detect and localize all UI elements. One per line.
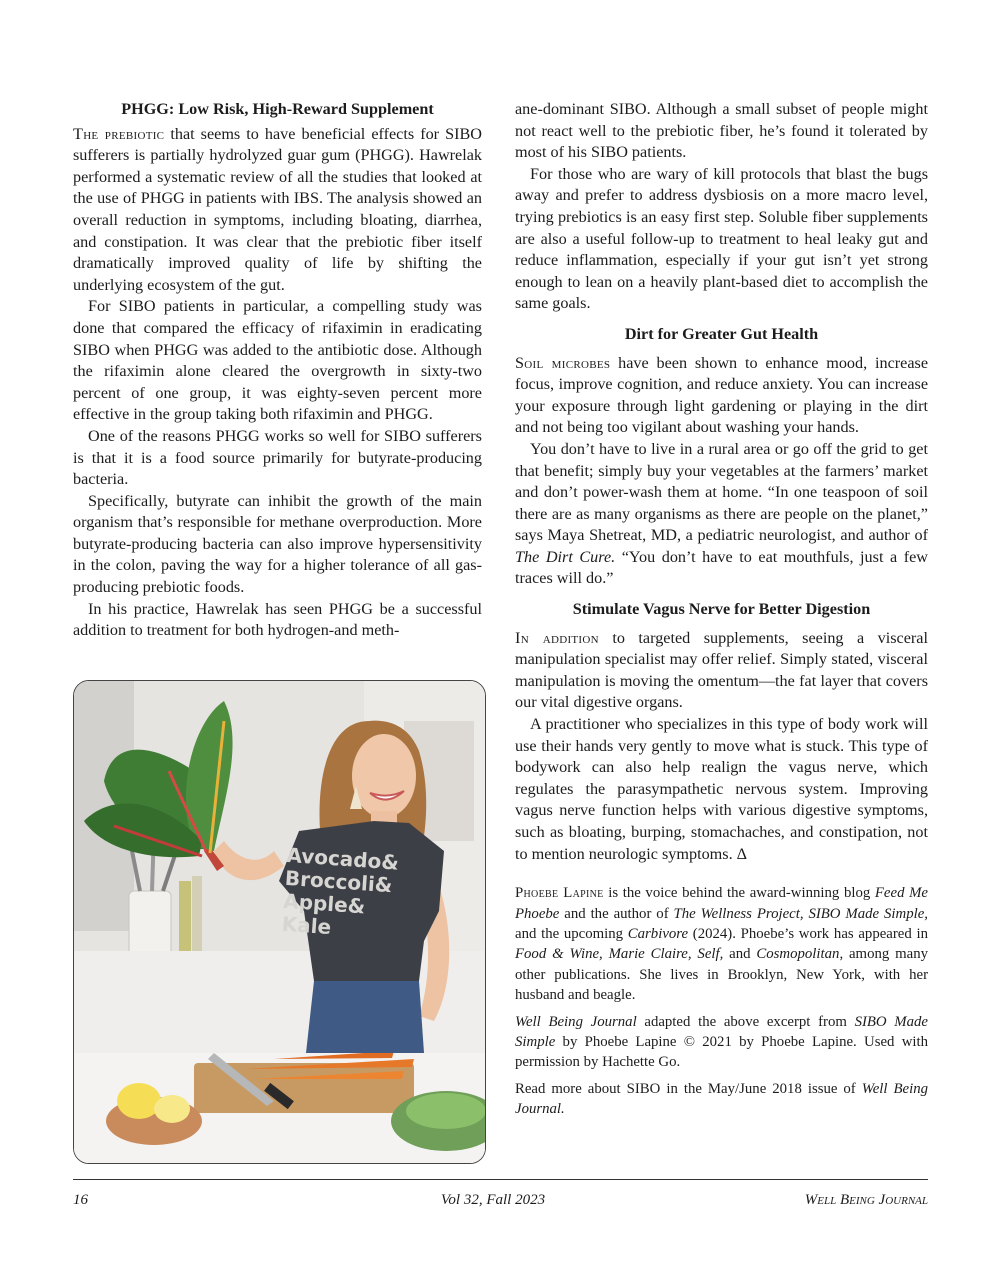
author-bio [515, 883, 928, 1119]
page-number: 16 [73, 1192, 88, 1208]
publication-name: Well Being Journal [804, 1192, 928, 1208]
read-more-paragraph: Read more about SIBO in the May/June 2018 issue of Well Being Journal. [515, 1080, 928, 1118]
paragraph: Specifically, butyrate can inhibit the growth of the main organism that’s responsible for methane overproduction. More butyrate-producing bacteria can also improve hypersensitivity in the colon, paving the way for a higher tolerance of all gas-producing prebiotic foods. [73, 491, 482, 597]
left-column [73, 99, 482, 642]
section-heading-vagus: Stimulate Vagus Nerve for Better Digestion [572, 600, 871, 619]
credit-paragraph: Well Being Journal adapted the above excerpt from SIBO Made Simple by Phoebe Lapine © 2021 by Phoebe Lapine. Used with permission by Hachette Go. [515, 1013, 928, 1071]
paragraph: Soil microbes have been shown to enhance mood, increase focus, improve cognition, and reduce anxiety. You can increase your exposure through light gardening or playing in the dirt and not being too vigilant about washing your hands. [515, 353, 929, 437]
lead-in: Soil microbes [515, 353, 611, 372]
footer-divider [73, 1179, 928, 1180]
paragraph: The prebiotic that seems to have beneficial effects for SIBO sufferers is partially hydrolyzed guar gum (PHGG). Hawrelak performed a systematic review of all the studies that looked at the use of PHGG in patients with IBS. The analysis showed an overall reduction in symptoms, including bloating, diarrhea, and constipation. It was clear that the prebiotic fiber itself dramatically improved quality of life by shifting the underlying ecosystem of the gut. [73, 124, 482, 294]
author-photo [73, 680, 486, 1164]
paragraph: In addition to targeted supplements, seeing a visceral manipulation specialist may offer relief. Simply stated, visceral manipulation is moving the omentum—the fat layer that covers our vital digestive organs. [515, 628, 928, 712]
lead-in: The prebiotic [73, 124, 165, 143]
paragraph: For SIBO patients in particular, a compelling study was done that compared the efficacy of rifaximin in eradicating SIBO when PHGG was added to the antibiotic dose. Although the rifaximin alone cleared the overgrowth in sixty-two percent of one group, it was eighty-seven percent more effective in the group taking both rifaximin and PHGG. [73, 297, 482, 424]
paragraph: For those who are wary of kill protocols that blast the bugs away and prefer to address dysbiosis on a more macro level, trying prebiotics is an easy first step. Soluble fiber supplements are also a useful follow-up to treatment to heal leaky gut and reduce inflammation, especially if your gut isn’t yet strong enough to lean on a heavily plant-based diet to accomplish the same goals. [515, 164, 928, 313]
paragraph: You don’t have to live in a rural area or go off the grid to get that benefit; simply buy your vegetables at the farmers’ market and don’t power-wash them at home. “In one teaspoon of soil there are as many organisms as there are people on the planet,” says Maya Shetreat, MD, a pediatric neurologist, and author of The Dirt Cure. “You don’t have to eat mouthfuls, just a few traces will do.” [515, 439, 928, 588]
shirt-text: Avocado& Broccoli& Apple& Kale [280, 842, 400, 940]
paragraph: ane-dominant SIBO. Although a small subset of people might not react well to the prebiotic fiber, he’s found it tolerated by most of his SIBO patients. [515, 100, 928, 162]
lead-in: In addition [515, 628, 599, 647]
paragraph: One of the reasons PHGG works so well for SIBO sufferers is that it is a food source primarily for butyrate-producing bacteria. [73, 426, 482, 489]
paragraph: A practitioner who specializes in this type of body work will use their hands very gently to move what is stuck. This type of bodywork can also help realign the vagus nerve, which regulates the parasympathetic nervous system. Improving vagus nerve function helps with various digestive symptoms, such as bloating, burping, stomachaches, and constipation, not to mention neurologic symptoms. Δ [515, 715, 928, 863]
right-column [515, 99, 928, 1120]
bio-paragraph: Phoebe Lapine is the voice behind the award-winning blog Feed Me Phoebe and the author of The Wellness Project, SIBO Made Simple, and the upcoming Carbivore (2024). Phoebe’s work has appeared in Food & Wine, Marie Claire, Self, and Cosmopolitan, among many other publications. She lives in Brooklyn, New York, with her husband and beagle. [515, 885, 928, 1004]
section-heading-phgg: PHGG: Low Risk, High-Reward Supplement [121, 100, 434, 118]
author-name: Phoebe Lapine [515, 885, 604, 902]
paragraph: In his practice, Hawrelak has seen PHGG be a successful addition to treatment for both hydrogen-and meth- [73, 599, 482, 640]
book-title: The Dirt Cure. [515, 547, 616, 566]
issue-label: Vol 32, Fall 2023 [440, 1192, 546, 1208]
section-heading-dirt: Dirt for Greater Gut Health [624, 324, 819, 343]
